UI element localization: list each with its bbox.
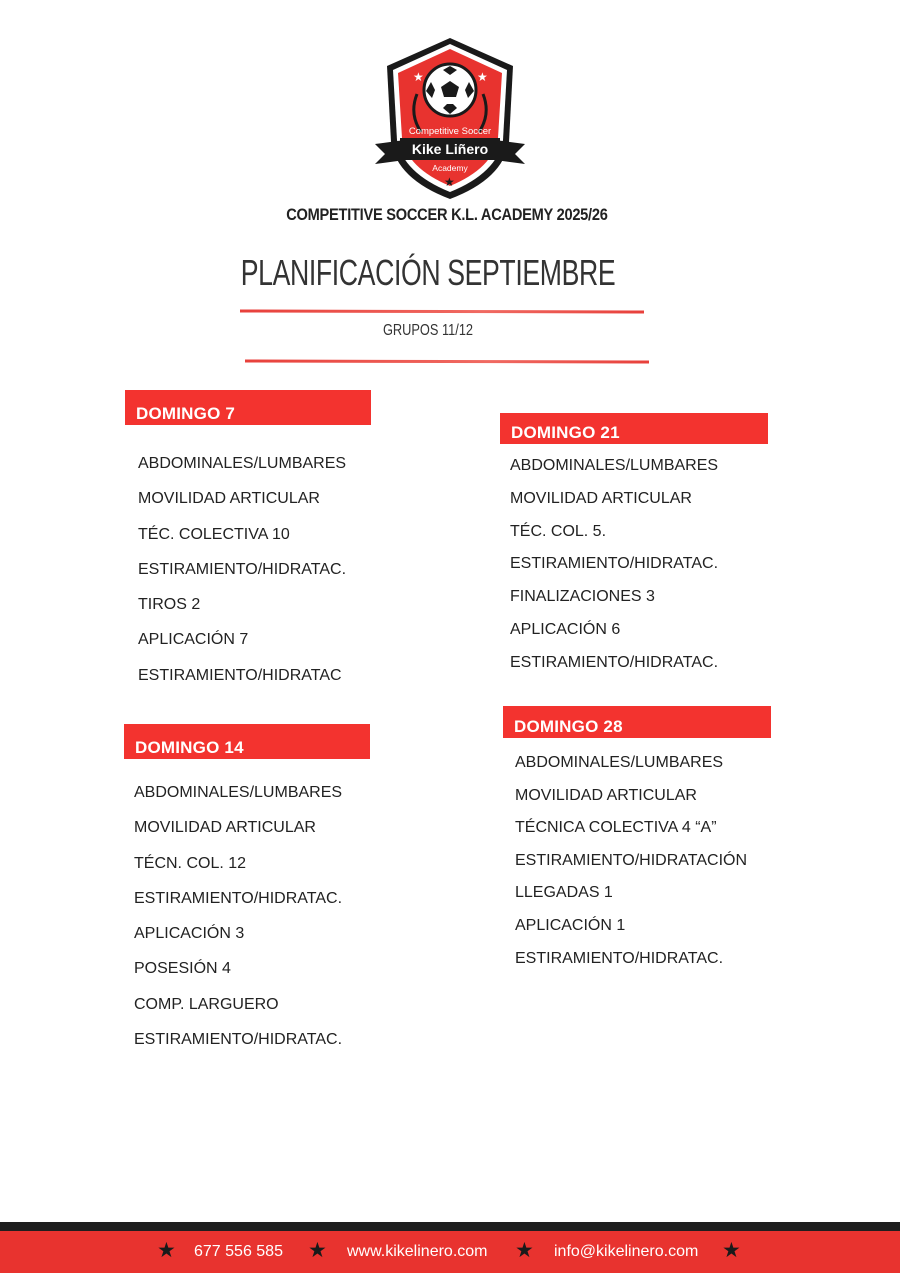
list-item: ABDOMINALES/LUMBARES [515,754,724,771]
session-banner-domingo-21: DOMINGO 21 [500,413,768,444]
list-item: ESTIRAMIENTO/HIDRATAC. [510,653,719,671]
list-item: MOVILIDAD ARTICULAR [134,819,316,837]
list-item: APLICACIÓN 7 [138,631,249,649]
list-item: ESTIRAMIENTO/HIDRATACIÓN [515,851,748,869]
list-item: APLICACIÓN 3 [134,925,245,943]
footer-bar [0,1231,900,1273]
session-list-domingo-7 [138,455,346,702]
list-item: TÉCN. COL. 12 [134,854,247,872]
footer-top-stripe [0,1222,900,1231]
svg-text:★: ★ [444,175,455,189]
footer-website-link[interactable]: www.kikelinero.com [347,1243,488,1260]
list-item: ESTIRAMIENTO/HIDRATAC. [134,1031,343,1049]
divider-top [240,309,644,313]
list-item: ESTIRAMIENTO/HIDRATAC. [515,949,724,967]
list-item: APLICACIÓN 6 [510,620,621,638]
list-item: ESTIRAMIENTO/HIDRATAC [138,666,342,684]
list-item: ABDOMINALES/LUMBARES [138,455,347,472]
logo-line-1: Competitive Soccer [408,126,492,137]
org-title: COMPETITIVE SOCCER K.L. ACADEMY 2025/26 [286,205,608,224]
list-item: MOVILIDAD ARTICULAR [510,489,692,507]
session-list-domingo-28 [515,754,747,982]
svg-text:★: ★ [477,70,488,84]
list-item: APLICACIÓN 1 [515,916,626,934]
star-icon: ★ [157,1239,176,1262]
list-item: TIROS 2 [138,596,201,614]
session-list-domingo-14 [134,784,342,1066]
list-item: ESTIRAMIENTO/HIDRATAC. [510,555,719,573]
list-item: TÉCNICA COLECTIVA 4 “A” [515,819,717,837]
list-item: ESTIRAMIENTO/HIDRATAC. [134,889,343,907]
list-item: MOVILIDAD ARTICULAR [515,786,697,804]
logo-line-3: Academy [432,163,468,173]
svg-text:★: ★ [413,70,424,84]
list-item: COMP. LARGUERO [134,995,279,1013]
list-item: ABDOMINALES/LUMBARES [134,784,343,801]
list-item: POSESIÓN 4 [134,960,231,978]
groups-label: GRUPOS 11/12 [382,322,474,339]
soccer-ball-icon [424,64,476,116]
list-item: ABDOMINALES/LUMBARES [510,457,719,474]
list-item: TÉC. COLECTIVA 10 [138,525,290,543]
session-banner-domingo-28: DOMINGO 28 [503,706,771,738]
list-item: TÉC. COL. 5. [510,522,607,540]
list-item: MOVILIDAD ARTICULAR [138,490,320,508]
session-banner-domingo-7: DOMINGO 7 [125,390,371,425]
page-title: PLANIFICACIÓN SEPTIEMBRE [240,252,616,293]
session-banner-domingo-14: DOMINGO 14 [124,724,370,759]
logo-line-2: Kike Liñero [411,141,489,157]
divider-bottom [245,359,649,363]
academy-logo-crest [365,34,535,204]
star-icon: ★ [722,1239,741,1262]
footer-phone[interactable]: 677 556 585 [194,1243,283,1260]
session-list-domingo-21 [510,457,718,687]
star-icon: ★ [308,1239,327,1262]
star-icon: ★ [515,1239,534,1262]
list-item: FINALIZACIONES 3 [510,588,655,606]
list-item: ESTIRAMIENTO/HIDRATAC. [138,560,347,578]
footer-email-link[interactable]: info@kikelinero.com [554,1243,699,1260]
list-item: LLEGADAS 1 [515,884,613,902]
